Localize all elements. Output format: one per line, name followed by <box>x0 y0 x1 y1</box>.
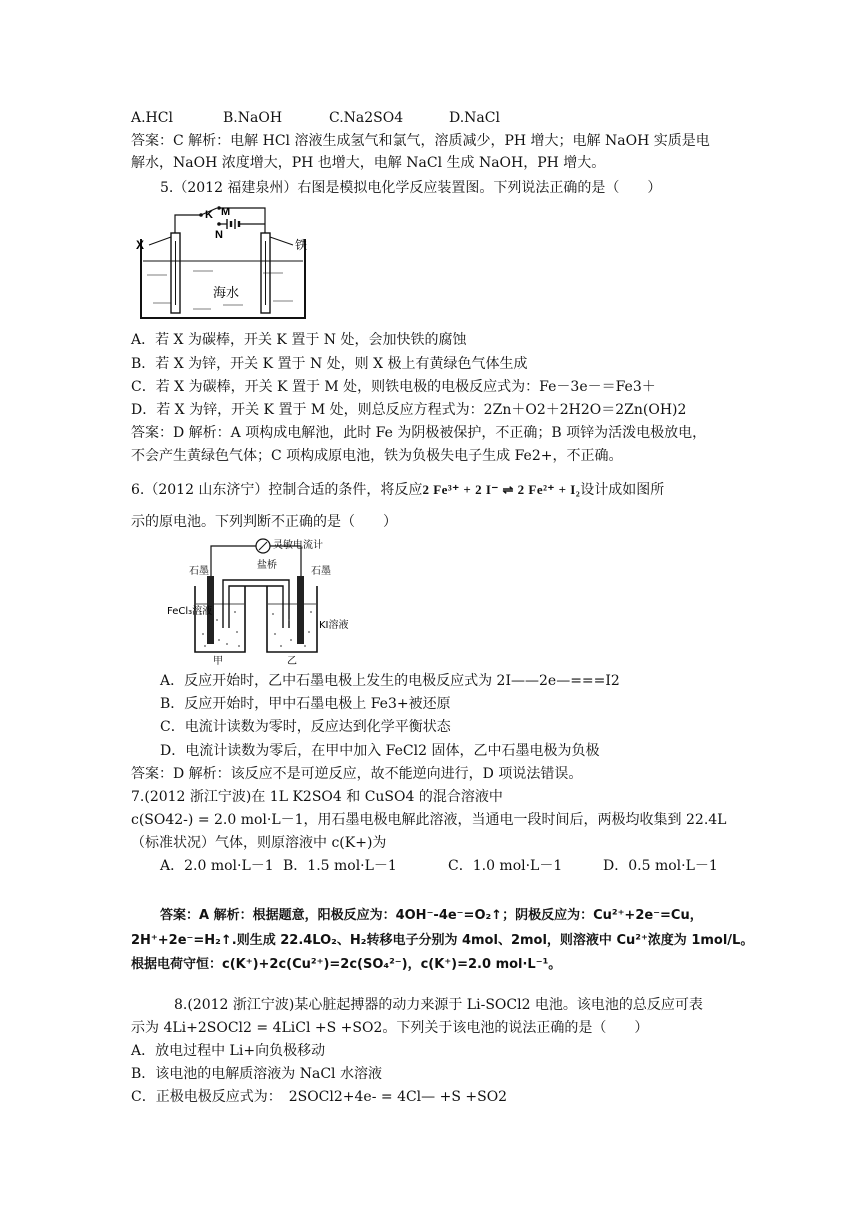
q7-stem-line-1: 7.(2012 浙江宁波)在 1L K2SO4 和 CuSO4 的混合溶液中 <box>131 789 503 805</box>
q5-stem: 5.（2012 福建泉州）右图是模拟电化学反应装置图。下列说法正确的是（ ） <box>160 180 662 196</box>
q4-answer-line-1: 答案：C 解析：电解 HCl 溶液生成氢气和氯气，溶质减少，PH 增大；电解 NaOH 实质是电 <box>131 133 710 149</box>
q4-answer-line-2: 解水，NaOH 浓度增大，PH 也增大，电解 NaCl 生成 NaOH，PH 增大。 <box>131 155 606 171</box>
q8-option-a: A．放电过程中 Li+向负极移动 <box>131 1043 326 1059</box>
q6-stem-part-b: 设计成如图所 <box>580 482 665 498</box>
q8-stem-line-1: 8.(2012 浙江宁波)某心脏起搏器的动力来源于 Li-SOCl2 电池。该电池的总反应可表 <box>174 997 703 1013</box>
q4-option-b: B.NaOH <box>223 110 283 126</box>
q5-option-d: D．若 X 为锌，开关 K 置于 M 处，则总反应方程式为：2Zn＋O2＋2H2O＝2Zn(OH)2 <box>131 402 687 418</box>
q6-option-c: C．电流计读数为零时，反应达到化学平衡状态 <box>160 719 451 735</box>
salt-bridge-label: 盐桥 <box>257 560 277 571</box>
right-cell-label: 乙 <box>287 656 297 667</box>
galvanic-cell-figure <box>165 536 349 667</box>
seawater-label: 海水 <box>213 286 240 301</box>
galvanometer-label: 灵敏电流计 <box>273 540 323 551</box>
q6-stem-line-2: 示的原电池。下列判断不正确的是（ ） <box>131 514 397 530</box>
q7-option-c: C．1.0 mol·L－1 <box>448 858 563 874</box>
terminal-n-label: N <box>215 229 223 241</box>
electrode-x-label: X <box>136 238 145 252</box>
left-cell-label: 甲 <box>213 656 223 667</box>
switch-k-label: K <box>205 209 213 221</box>
q5-option-b: B．若 X 为锌，开关 K 置于 N 处，则 X 极上有黄绿色气体生成 <box>131 356 528 372</box>
left-solution-label: FeCl₃溶液 <box>167 606 213 617</box>
q7-stem-line-3: （标准状况）气体，则原溶液中 c(K+)为 <box>131 835 387 851</box>
terminal-m-label: M <box>221 206 231 218</box>
q4-option-c: C.Na2SO4 <box>329 110 404 126</box>
q6-option-a: A．反应开始时，乙中石墨电极上发生的电极反应式为 2I——2e—===I2 <box>160 673 620 689</box>
q8-stem-line-2: 示为 4Li+2SOCl2 = 4LiCl +S +SO2。下列关于该电池的说法正确的是（ ） <box>131 1020 649 1036</box>
q7-answer-line-3: 根据电荷守恒：c(K⁺)+2c(Cu²⁺)=2c(SO₄²⁻)，c(K⁺)=2.0 mol·L⁻¹。 <box>131 957 562 972</box>
q7-stem-line-2: c(SO42-) = 2.0 mol·L－1，用石墨电极电解此溶液，当通电一段时间后，两极均收集到 22.4L <box>131 812 727 828</box>
q4-options <box>131 108 500 128</box>
q7-answer-line-1: 答案：A 解析：根据题意，阳极反应为：4OH⁻-4e⁻=O₂↑；阴极反应为：Cu²⁺+2e⁻=Cu， <box>160 908 703 923</box>
q5-option-c: C．若 X 为碳棒，开关 K 置于 M 处，则铁电极的电极反应式为：Fe－3e－＝Fe3＋ <box>131 379 656 395</box>
q7-answer-line-2: 2H⁺+2e⁻=H₂↑.则生成 22.4LO₂、H₂转移电子分别为 4mol、2mol，则溶液中 Cu²⁺浓度为 1mol/L。 <box>131 933 754 948</box>
q5-answer-line-2: 不会产生黄绿色气体；C 项构成原电池，铁为负极失电子生成 Fe2+，不正确。 <box>131 448 623 464</box>
q6-reaction-equation: 2 Fe³⁺ + 2 I⁻ ⇌ 2 Fe²⁺ + I₂ <box>422 482 581 497</box>
q7-options <box>160 856 718 876</box>
q6-option-d: D．电流计读数为零后，在甲中加入 FeCl2 固体，乙中石墨电极为负极 <box>160 743 600 759</box>
q8-option-c: C．正极电极反应式为： 2SOCl2+4e- = 4Cl— +S +SO2 <box>131 1089 508 1105</box>
q8-option-b: B．该电池的电解质溶液为 NaCl 水溶液 <box>131 1066 382 1082</box>
q6-answer: 答案：D 解析：该反应不是可逆反应，故不能逆向进行，D 项说法错误。 <box>131 766 583 782</box>
right-electrode-label: 石墨 <box>311 566 331 577</box>
q7-option-a: A．2.0 mol·L－1 <box>160 858 274 874</box>
right-solution-label: KI溶液 <box>319 620 349 631</box>
q4-option-a: A.HCl <box>131 110 173 126</box>
q7-option-b: B．1.5 mol·L－1 <box>283 858 397 874</box>
electrochem-apparatus-figure <box>133 205 318 322</box>
q6-stem-part-a: 6.（2012 山东济宁）控制合适的条件，将反应 <box>131 482 423 498</box>
electrode-iron-label: 铁 <box>295 238 308 252</box>
q6-option-b: B．反应开始时，甲中石墨电极上 Fe3+被还原 <box>160 696 451 712</box>
q7-option-d: D．0.5 mol·L－1 <box>603 858 718 874</box>
q5-option-a: A．若 X 为碳棒，开关 K 置于 N 处，会加快铁的腐蚀 <box>131 332 467 348</box>
left-electrode-label: 石墨 <box>189 566 209 577</box>
q5-answer-line-1: 答案：D 解析：A 项构成电解池，此时 Fe 为阴极被保护，不正确；B 项锌为活泼电极放电， <box>131 425 707 441</box>
q6-stem-line-1 <box>131 480 664 500</box>
q4-option-d: D.NaCl <box>449 110 500 126</box>
